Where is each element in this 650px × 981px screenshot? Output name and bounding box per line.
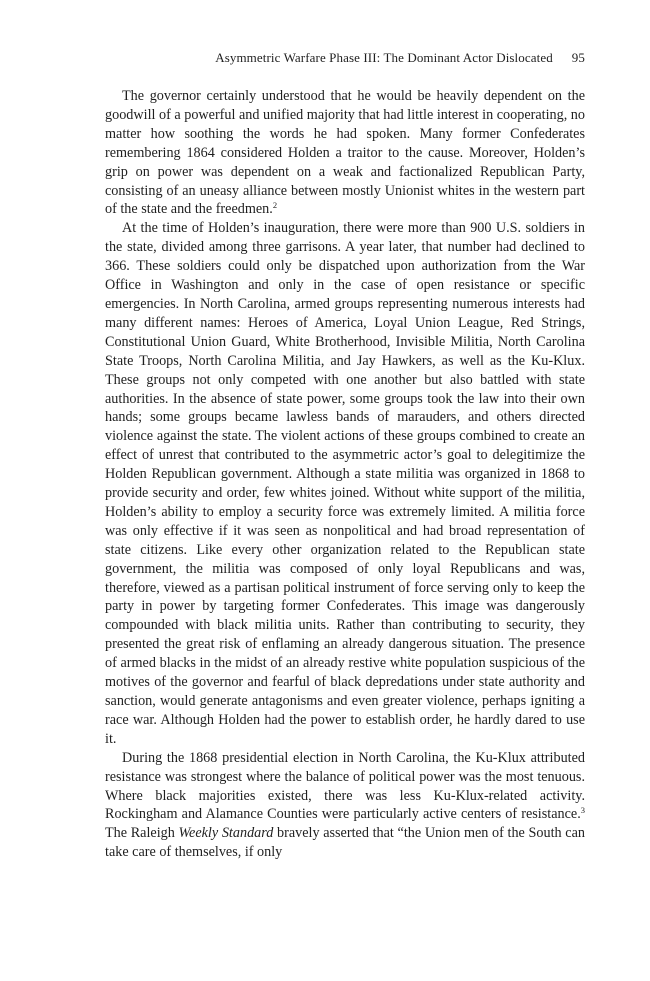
paragraph-2-text: At the time of Holden’s inauguration, there were more than 900 U.S. soldiers in the state, divided among three garrisons. A year later, that number had declined to 366. These soldiers could only be dispatched upon authorization from the War Office in Washington and only in the case of open resistance or specific emergencies. In North Carolina, armed groups representing numerous interests had many different names: Heroes of America, Loyal Union League, Red Strings, Constitutional Union Guard, White Brotherhood, Invisible Militia, North Carolina State Troops, North Carolina Militia, and Jay Hawkers, as well as the Ku-Klux. These groups not only competed with one another but also battled with state authorities. In the absence of state power, some groups took the law into their own hands; some groups became lawless bands of marauders, and others directed violence against the state. The violent actions of these groups combined to create an effect of unrest that contributed to the asymmetric actor’s goal to delegitimize the Holden Republican government. Although a state militia was organized in 1868 to provide security and order, few whites joined. Without white support of the militia, Holden’s ability to employ a security force was extremely limited. A militia force was only effective if it was seen as nonpolitical and had broad representation of state citizens. Like every other organization related to the Republican state government, the militia was composed of only loyal Republicans and was, therefore, viewed as a partisan political instrument of force serving only to keep the party in power by targeting former Confederates. This image was dangerously compounded with black militia units. Rather than contributing to security, they presented the great risk of enflaming an already dangerous situation. The presence of armed blacks in the midst of an already restive white population suspicious of the motives of the governor and fearful of black depredations under state authority and sanction, would generate antagonisms and even greater violence, perhaps igniting a race war. Although Holden had the power to establish order, he hardly dared to use it. xyxy=(105,220,585,747)
footnote-ref-2[interactable]: 2 xyxy=(272,200,278,211)
paragraph-1-text: The governor certainly understood that he would be heavily dependent on the goodwill of a powerful and unified majority that had little interest in cooperating, no matter how soothing the words he had spoken. Many former Confederates remembering 1864 considered Holden a traitor to the cause. Moreover, Holden’s grip on power was dependent on a weak and factionalized Republican Party, consisting of an uneasy alliance between mostly Unionist whites in the western part of the state and the freedmen. xyxy=(105,88,585,218)
running-head-title: Asymmetric Warfare Phase III: The Dominant Actor Dislocated xyxy=(215,50,553,65)
paragraph-3 xyxy=(105,749,585,862)
page-number: 95 xyxy=(571,50,585,65)
book-page xyxy=(105,50,585,862)
paragraph-3-text-a: During the 1868 presidential election in North Carolina, the Ku-Klux attributed resistance was strongest where the balance of political power was the most tenuous. Where black majorities existed, there was less Ku-Klux-related activity. Rockingham and Alamance Counties were particularly active centers of resistance. xyxy=(105,749,585,823)
paragraph-3-text-b: The Raleigh xyxy=(105,825,179,842)
running-header xyxy=(105,50,585,68)
paragraph-2 xyxy=(105,219,585,748)
paragraph-1 xyxy=(105,87,585,219)
newspaper-title: Weekly Standard xyxy=(178,825,274,842)
footnote-ref-3[interactable]: 3 xyxy=(580,805,585,816)
paragraph-3-text-c: bravely asserted that “the Union men of the South can take care of themselves, if only xyxy=(105,825,585,861)
